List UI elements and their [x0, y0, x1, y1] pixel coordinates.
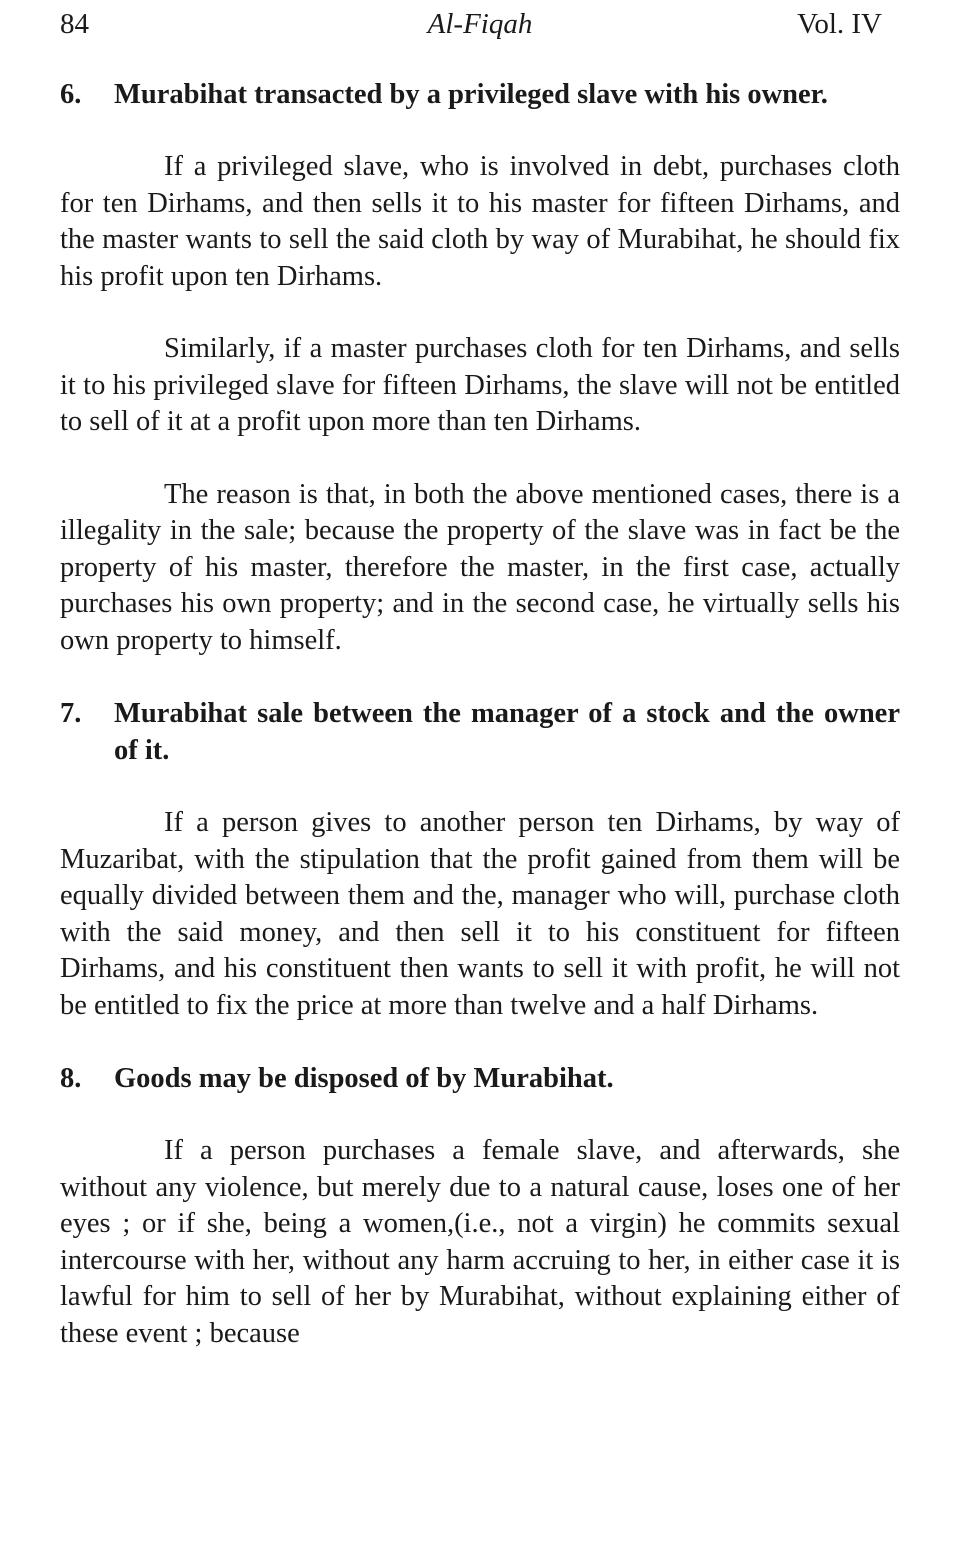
section-heading	[60, 695, 900, 769]
section-heading-text: Murabihat sale between the manager of a stock and the owner of it.	[114, 698, 900, 766]
paragraph: If a privileged slave, who is involved in debt, purchases cloth for ten Dirhams, and then sells it to his master for fifteen Dirhams, and the master wants to sell the said cloth by way of Murabihat, he should fix his profit upon ten Dirhams.	[60, 151, 900, 292]
section-number: 8.	[60, 1063, 82, 1094]
volume-label: Vol. IV	[797, 8, 882, 40]
section-number: 6.	[60, 79, 82, 110]
running-title: Al-Fiqah	[427, 8, 533, 40]
paragraph: Similarly, if a master purchases cloth for ten Dirhams, and sells it to his privileged slave for fifteen Dirhams, the slave will not be entitled to sell of it at a profit upon more than ten Dirhams.	[60, 333, 900, 437]
section-heading-text: Murabihat transacted by a privileged slave with his owner.	[114, 79, 828, 110]
page-header	[60, 4, 900, 44]
section-heading	[60, 1060, 900, 1097]
page-body	[60, 76, 900, 1352]
page-number: 84	[60, 8, 89, 40]
paragraph: If a person purchases a female slave, and afterwards, she without any violence, but merely due to a natural cause, loses one of her eyes ; or if she, being a women,(i.e., not a virgin) he commits sexual intercourse with her, without any harm accruing to her, in either case it is lawful for him to sell of her by Murabihat, without explaining either of these event ; because	[60, 1135, 900, 1349]
paragraph: The reason is that, in both the above mentioned cases, there is a illegality in the sale; because the property of the slave was in fact be the property of his master, therefore the master, in the first case, actually purchases his own property; and in the second case, he virtually sells his own property to himself.	[60, 478, 900, 656]
paragraph: If a person gives to another person ten Dirhams, by way of Muzaribat, with the stipulation that the profit gained from them will be equally divided between them and the, manager who will, purchase cloth with the said money, and then sell it to his constituent for fifteen Dirhams, and his constituent then wants to sell it with profit, he will not be entitled to fix the price at more than twelve and a half Dirhams.	[60, 807, 900, 1021]
section-number: 7.	[60, 698, 82, 729]
section-heading	[60, 76, 900, 113]
section-heading-text: Goods may be disposed of by Murabihat.	[114, 1063, 614, 1094]
